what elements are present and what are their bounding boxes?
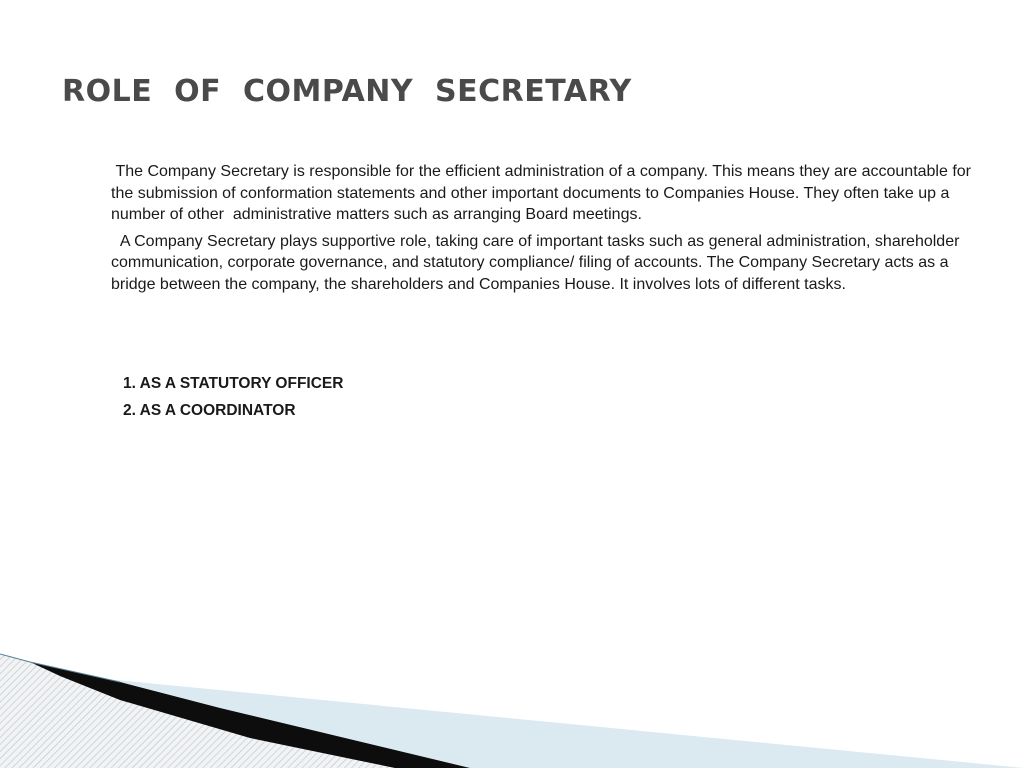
decorative-wave [0,638,1024,768]
role-list [123,373,343,427]
list-item: 1. AS A STATUTORY OFFICER [123,375,344,392]
paragraph-role: A Company Secretary plays supportive role, taking care of important tasks such as general administration, shareholder communication, corporate governance, and statutory compliance/ filing of accounts. The Company Secretary acts as a bridge between the company, the shareholders and Companies House. It involves lots of different tasks. [111,232,964,293]
list-item: 2. AS A COORDINATOR [123,402,296,419]
paragraph-intro: The Company Secretary is responsible for the efficient administration of a company. This means they are accountable for the submission of conformation statements and other important documents to Companies House. They often take up a number of other administrative matters such as arranging Board meetings. [111,163,976,223]
slide-title: ROLE OF COMPANY SECRETARY [62,74,632,109]
slide-body [111,161,981,300]
